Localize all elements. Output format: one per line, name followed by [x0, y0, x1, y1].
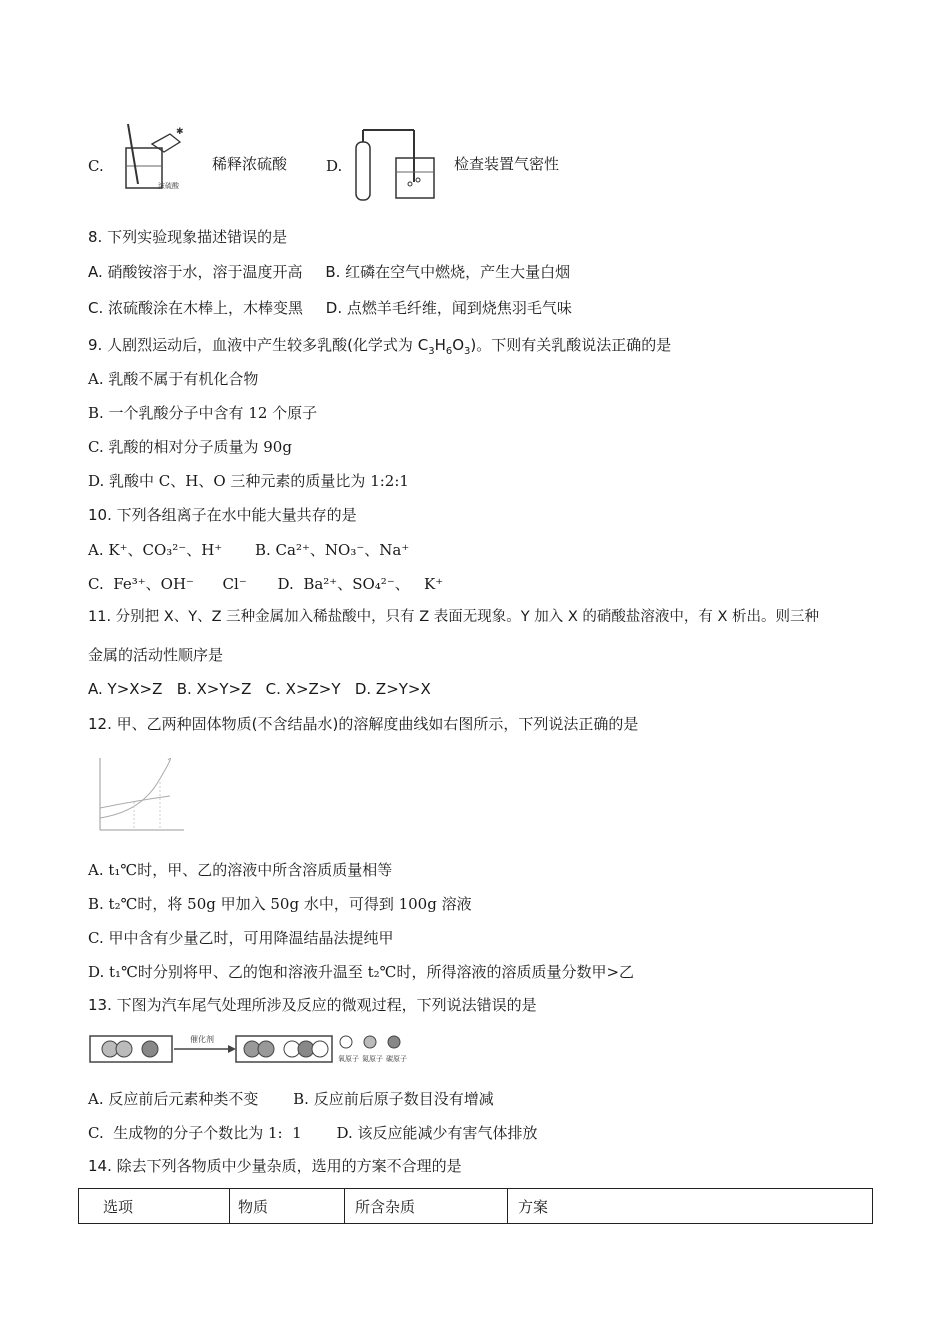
q7-d-text: 检查装置气密性 [454, 155, 560, 173]
q13-option-d: D. 该反应能减少有害气体排放 [336, 1124, 538, 1142]
q12-option-b: B. t₂℃时，将 50g 甲加入 50g 水中，可得到 100g 溶液 [88, 895, 472, 913]
q13-options-ab [88, 1089, 494, 1109]
q9-option-b: B. 一个乳酸分子中含有 12 个原子 [88, 404, 318, 422]
solubility-curve-figure [90, 752, 190, 838]
q10-option-c: C. Fe³⁺、OH⁻ Cl⁻ [88, 575, 247, 593]
q8-options-cd [88, 298, 572, 318]
q13-option-c: C. 生成物的分子个数比为 1: 1 [88, 1124, 302, 1142]
q8-option-b: B. 红磷在空气中燃烧，产生大量白烟 [325, 263, 571, 281]
q9-stem [88, 335, 671, 362]
reaction-micro-process-figure [88, 1028, 448, 1066]
q11-stem-line1: 11. 分别把 X、Y、Z 三种金属加入稀盐酸中，只有 Z 表面无现象。Y 加入 X 的硝酸盐溶液中，有 X 析出。则三种 [88, 609, 820, 625]
q9-sub-h: 6 [445, 346, 453, 357]
q9-stem-pre: 9. 人剧烈运动后，血液中产生较多乳酸(化学式为 C [88, 336, 429, 354]
header-plan: 方案 [508, 1189, 873, 1224]
q14-stem: 14. 除去下列各物质中少量杂质，选用的方案不合理的是 [88, 1157, 462, 1175]
legend-nitrogen: 氮原子 [362, 1055, 383, 1063]
table-header-row [79, 1189, 873, 1224]
q7-c-label: C. [88, 157, 104, 175]
q13-option-a: A. 反应前后元素种类不变 [88, 1090, 259, 1108]
q12-stem: 12. 甲、乙两种固体物质(不含结晶水)的溶解度曲线如右图所示，下列说法正确的是 [88, 715, 639, 733]
conc-acid-caption: 浓硫酸 [158, 182, 179, 190]
q10-stem: 10. 下列各组离子在水中能大量共存的是 [88, 506, 357, 524]
header-option: 选项 [79, 1189, 230, 1224]
airtightness-check-figure [346, 122, 446, 204]
legend-carbon: 碳原子 [386, 1055, 407, 1063]
q9-stem-post: )。下则有关乳酸说法正确的是 [470, 336, 672, 354]
q11-options: A. Y>X>Z B. X>Y>Z C. X>Z>Y D. Z>Y>X [88, 680, 431, 698]
q8-option-c: C. 浓硫酸涂在木棒上，木棒变黑 [88, 299, 304, 317]
q8-option-a: A. 硝酸铵溶于水，溶于温度开高 [88, 263, 303, 281]
q8-stem: 8. 下列实验现象描述错误的是 [88, 228, 288, 246]
q9-option-d: D. 乳酸中 C、H、O 三种元素的质量比为 1:2:1 [88, 472, 409, 490]
q9-sub-o: 3 [464, 346, 471, 357]
q13-stem: 13. 下图为汽车尾气处理所涉及反应的微观过程，下列说法错误的是 [88, 996, 537, 1014]
q13-options-cd [88, 1123, 538, 1143]
legend-oxygen: 氧原子 [338, 1055, 359, 1063]
q7-d-label: D. [326, 157, 343, 175]
q10-options-cd [88, 574, 443, 594]
q7-c-text: 稀释浓硫酸 [212, 155, 288, 173]
q11-stem-line2: 金属的活动性顺序是 [88, 646, 224, 664]
q9-option-a: A. 乳酸不属于有机化合物 [88, 370, 259, 388]
q10-option-d: D. Ba²⁺、SO₄²⁻、 K⁺ [277, 575, 444, 593]
q10-option-b: B. Ca²⁺、NO₃⁻、Na⁺ [255, 541, 410, 559]
q14-table [78, 1188, 873, 1224]
dilute-sulfuric-acid-figure [118, 118, 188, 196]
q12-option-c: C. 甲中含有少量乙时，可用降温结晶法提纯甲 [88, 929, 394, 947]
q8-option-d: D. 点燃羊毛纤维，闻到烧焦羽毛气味 [325, 299, 572, 317]
header-substance: 物质 [230, 1189, 345, 1224]
catalyst-label: 催化剂 [190, 1035, 214, 1044]
q12-option-d: D. t₁℃时分别将甲、乙的饱和溶液升温至 t₂℃时，所得溶液的溶质质量分数甲>乙 [88, 963, 635, 981]
svg-text:✱: ✱ [176, 127, 184, 137]
q12-option-a: A. t₁℃时，甲、乙的溶液中所含溶质质量相等 [88, 861, 393, 879]
q9-h: H [434, 336, 446, 354]
q9-o: O [452, 336, 465, 354]
q8-options-ab [88, 262, 570, 282]
q10-options-ab [88, 540, 409, 560]
q10-option-a: A. K⁺、CO₃²⁻、H⁺ [88, 541, 223, 559]
header-impurity: 所含杂质 [345, 1189, 508, 1224]
q13-option-b: B. 反应前后原子数目没有增减 [293, 1090, 494, 1108]
q9-option-c: C. 乳酸的相对分子质量为 90g [88, 438, 292, 456]
q9-sub-c: 3 [428, 346, 435, 357]
